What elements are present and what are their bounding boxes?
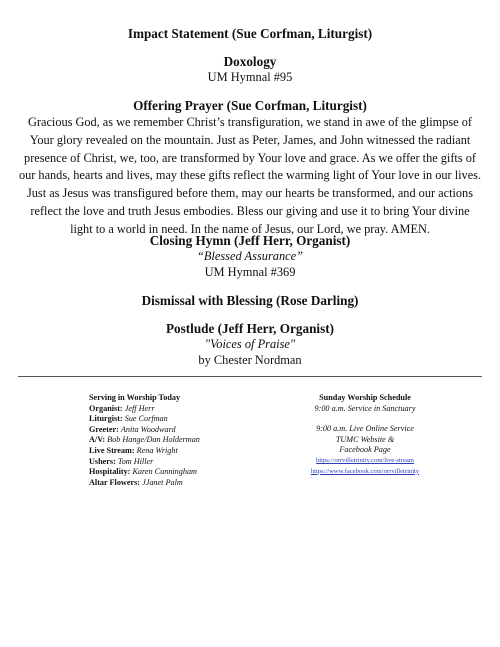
serving-role-row: Ushers: Tom Hiller xyxy=(89,456,154,466)
livestream-link[interactable]: https://orrvilletrinity.com/live-stream xyxy=(316,456,414,464)
serving-role-row: Greeter: Anita Woodward xyxy=(89,424,176,434)
schedule-online: 9:00 a.m. Live Online Service xyxy=(316,424,414,434)
prayer-line: Just as Jesus was transfigured before them, may our hearts be transformed, and our actions xyxy=(27,186,473,201)
prayer-line: our hands, hearts and lives, may these gifts reflect the warming light of Your love in our lives. xyxy=(18,168,482,183)
schedule-website: TUMC Website & xyxy=(335,434,395,444)
offering-prayer-heading: Offering Prayer (Sue Corfman, Liturgist) xyxy=(133,98,367,113)
serving-role-row: Liturgist: Sue Corfman xyxy=(89,414,168,424)
postlude-composer: by Chester Nordman xyxy=(198,353,302,367)
serving-heading: Serving in Worship Today xyxy=(89,393,181,402)
prayer-line: Gracious God, as we remember Christ’s transfiguration, we stand in awe of the glimpse of xyxy=(28,115,472,129)
serving-role-row: Altar Flowers: JJanet Palm xyxy=(89,477,183,487)
facebook-link[interactable]: https://www.facebook.com/orrvilletrinity xyxy=(310,467,420,475)
serving-role-row: Hospitality: Karen Cunningham xyxy=(89,467,197,477)
serving-role-row: Live Stream: Rena Wright xyxy=(89,445,178,455)
closing-hymn-number: UM Hymnal #369 xyxy=(204,265,296,279)
schedule-sanctuary: 9:00 a.m. Service in Sanctuary xyxy=(314,403,416,413)
prayer-line: Your glory revealed on the mountain. Just as Peter, James, and John witnessed the radiant xyxy=(29,132,471,147)
serving-role-row: A/V: Bob Hange/Dan Holderman xyxy=(89,435,200,445)
impact-statement-heading: Impact Statement (Sue Corfman, Liturgist) xyxy=(127,26,373,41)
dismissal-heading: Dismissal with Blessing (Rose Darling) xyxy=(141,293,359,308)
closing-hymn-heading: Closing Hymn (Jeff Herr, Organist) xyxy=(149,233,351,248)
doxology-heading: Doxology xyxy=(223,54,277,69)
closing-hymn-title: “Blessed Assurance” xyxy=(196,249,304,263)
doxology-hymn: UM Hymnal #95 xyxy=(207,70,293,84)
postlude-heading: Postlude (Jeff Herr, Organist) xyxy=(166,321,334,336)
prayer-line: light to a world in need. In the name of Jesus, our Lord, we pray. AMEN. xyxy=(70,221,430,236)
schedule-facebook: Facebook Page xyxy=(339,445,391,455)
serving-role-row: Organist: Jeff Herr xyxy=(89,403,155,413)
prayer-line: reflect the love and truth Jesus embodies. Bless our giving and use it to bring Your divine xyxy=(30,203,470,218)
worship-schedule xyxy=(290,393,440,477)
section-divider xyxy=(18,376,482,377)
schedule-heading: Sunday Worship Schedule xyxy=(319,393,411,402)
prayer-line: presence of Christ, we, too, are transformed by Your love and grace. As we offer the gifts of xyxy=(24,150,476,165)
postlude-title: "Voices of Praise" xyxy=(204,337,296,351)
offering-prayer-text xyxy=(8,114,492,239)
serving-in-worship xyxy=(89,393,200,488)
